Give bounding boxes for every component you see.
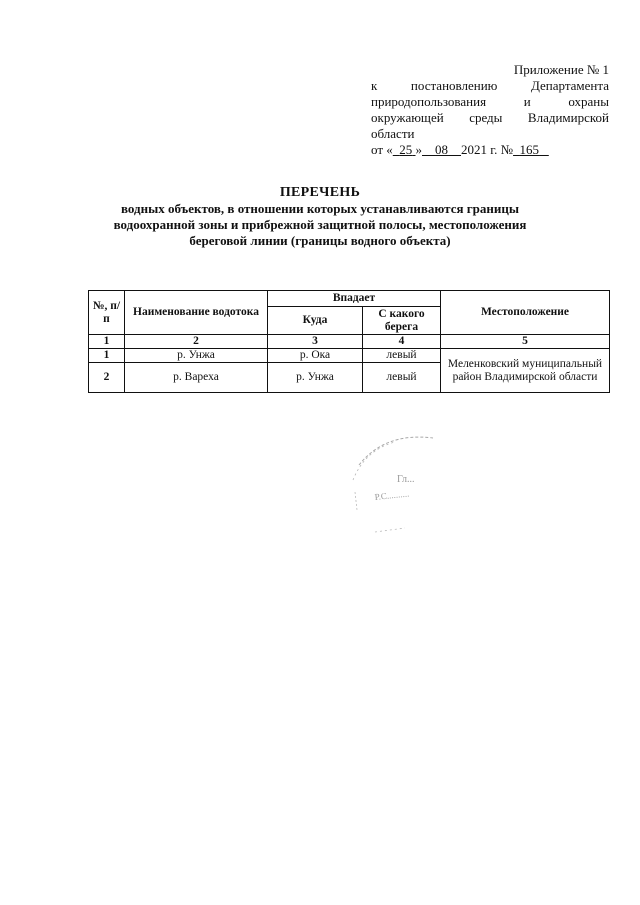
date-prefix: от « [371, 142, 393, 157]
appendix-line-3: природопользования и охраны [371, 94, 609, 109]
doc-number-value: 165 [519, 142, 540, 157]
title-line-1: водных объектов, в отношении которых устанавливаются границы [120, 201, 520, 216]
stamp-text-2: Р.С.......... [374, 488, 410, 502]
doc-number [513, 142, 549, 157]
date-mid: » [415, 142, 423, 157]
water-objects-table [88, 290, 610, 393]
column-number: 4 [363, 335, 441, 349]
row-num: 1 [89, 349, 125, 363]
row-name: р. Унжа [125, 349, 268, 363]
header-where: Куда [268, 307, 363, 335]
document-title [70, 184, 570, 249]
faded-stamp [345, 420, 465, 560]
header-location: Местоположение [441, 291, 610, 335]
header-name: Наименование водотока [125, 291, 268, 335]
table-row [89, 349, 610, 363]
date-day [393, 142, 416, 157]
title-line-3: береговой линии (границы водного объекта) [189, 233, 451, 248]
row-num: 2 [89, 363, 125, 393]
column-numbers-row [89, 335, 610, 349]
column-number: 1 [89, 335, 125, 349]
date-day-value: 25 [399, 142, 413, 157]
title-line-2: водоохранной зоны и прибрежной защитной полосы, местоположения [113, 217, 527, 232]
column-number: 2 [125, 335, 268, 349]
row-bank: левый [363, 349, 441, 363]
row-location: Меленковский муниципальный район Владимирской области [441, 349, 610, 393]
row-bank: левый [363, 363, 441, 393]
column-number: 5 [441, 335, 610, 349]
row-where: р. Унжа [268, 363, 363, 393]
appendix-date-line [371, 142, 609, 158]
header-flows: Впадает [268, 291, 441, 307]
appendix-line-4: окружающей среды Владимирской [371, 110, 609, 125]
header-bank: С какого берега [363, 307, 441, 335]
date-year: 2021 г. № [461, 142, 514, 157]
title-main: ПЕРЕЧЕНЬ [279, 185, 361, 200]
row-name: р. Вареха [125, 363, 268, 393]
date-month [422, 142, 461, 157]
stamp-text-1: Гл... [397, 474, 415, 485]
appendix-line-5: области [371, 126, 415, 141]
row-where: р. Ока [268, 349, 363, 363]
appendix-title: Приложение № 1 [513, 62, 609, 77]
appendix-block [371, 62, 609, 158]
appendix-line-2: к постановлению Департамента [371, 78, 609, 93]
date-month-value: 08 [435, 142, 449, 157]
column-number: 3 [268, 335, 363, 349]
header-num: №, п/п [89, 291, 125, 335]
